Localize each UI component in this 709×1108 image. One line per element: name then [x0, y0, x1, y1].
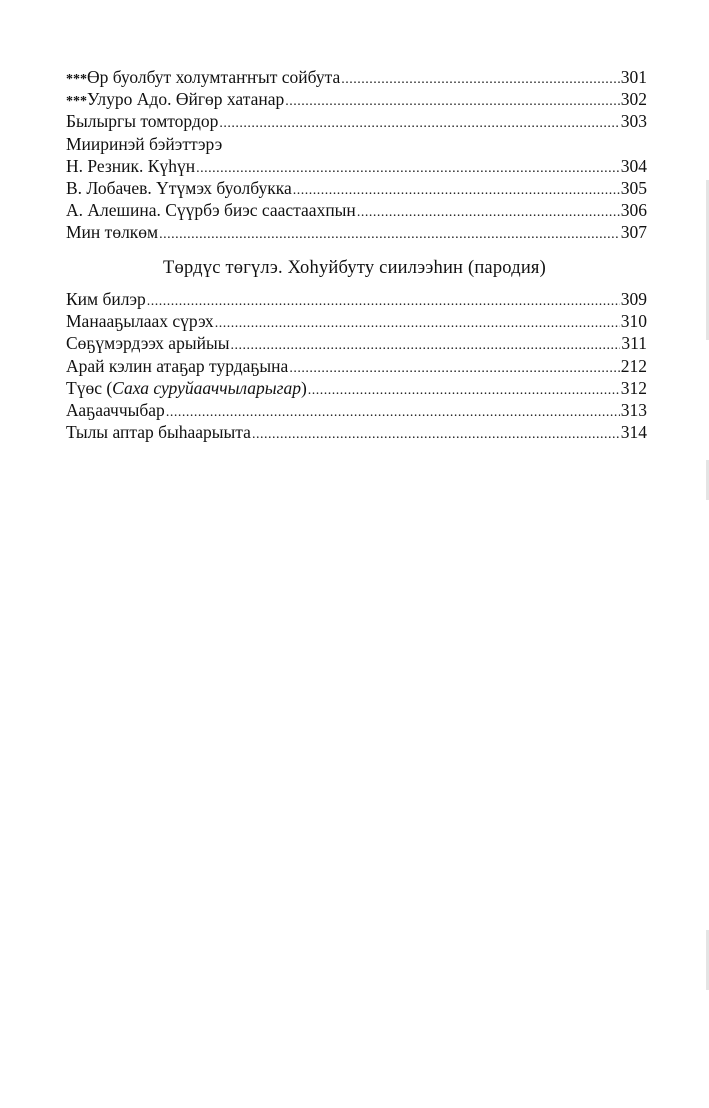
toc-entry[interactable]: [66, 377, 647, 399]
toc-entry-page: 312: [620, 377, 647, 398]
toc-entry[interactable]: [66, 355, 647, 377]
toc-leader-dots: [285, 91, 620, 113]
toc-entry-title: Манааҕылаах сүрэх: [66, 311, 214, 332]
toc-leader-dots: [341, 69, 620, 91]
toc-entry[interactable]: [66, 88, 647, 110]
toc-entry[interactable]: [66, 110, 647, 132]
toc-entry-page: 303: [620, 111, 647, 132]
toc-leader-dots: [357, 202, 620, 224]
toc-entry[interactable]: [66, 155, 647, 177]
toc-entry-title: Мин төлкөм: [66, 222, 159, 243]
toc-entry-title: Ким билэр: [66, 289, 146, 309]
toc-subheading: Мииринэй бэйэттэрэ: [66, 133, 223, 154]
toc-entry-page: 304: [620, 155, 647, 176]
toc-entry-title: Н. Резник. Күһүн: [66, 155, 196, 176]
toc-block-1: [66, 66, 647, 244]
toc-entry-page: 301: [620, 67, 647, 87]
toc-entry-title: А. Алешина. Сүүрбэ биэс саастаахпын: [66, 200, 356, 221]
toc-leader-dots: [215, 313, 620, 335]
toc-entry[interactable]: [66, 66, 647, 88]
toc-entry-page: 212: [620, 355, 647, 376]
toc-entry-page: 311: [621, 333, 647, 354]
toc-entry-title: Былыргы томтордор: [66, 111, 219, 132]
toc-entry-stars: ***: [66, 72, 87, 87]
toc-entry-page: 314: [620, 422, 647, 443]
toc-entry-title: Түөс (Саха суруйааччыларыгар): [66, 377, 307, 398]
toc-leader-dots: [230, 335, 620, 357]
toc-leader-dots: [147, 291, 620, 313]
toc-entry-title: Тылы аптар быһаарыыта: [66, 422, 251, 443]
toc-entry[interactable]: [66, 221, 647, 243]
toc-entry-page: 307: [620, 222, 647, 243]
toc-leader-dots: [308, 380, 620, 402]
toc-entry[interactable]: [66, 199, 647, 221]
toc-entry-page: 306: [620, 200, 647, 221]
toc-entry-page: 310: [620, 311, 647, 332]
toc-block-2: [66, 288, 647, 443]
toc-leader-dots: [219, 113, 619, 135]
toc-entry-page: 302: [620, 89, 647, 110]
section-title: Төрдүс төгүлэ. Хоһуйбуту сиилээһин (пародия): [163, 258, 546, 278]
toc-entry-title: ***Улуро Адо. Өйгөр хатанар: [66, 89, 285, 110]
toc-entry-italic-note: Саха суруйааччыларыгар: [112, 377, 301, 398]
toc-entry-page: 305: [620, 177, 647, 198]
toc-entry[interactable]: [66, 399, 647, 421]
toc-entry-title: Ааҕааччыбар: [66, 399, 165, 420]
toc-entry-title: ***Өр буолбут холумтаҥҥыт сойбута: [66, 67, 341, 87]
toc-entry-title: В. Лобачев. Үтүмэх буолбукка: [66, 177, 292, 198]
toc-leader-dots: [289, 358, 619, 380]
toc-entry[interactable]: [66, 332, 647, 354]
toc-entry-title: Сөҕүмэрдээх арыйыы: [66, 333, 230, 354]
toc-entry-title: Арай кэлин атаҕар турдаҕына: [66, 355, 289, 376]
toc-entry[interactable]: [66, 421, 647, 443]
toc-leader-dots: [159, 224, 620, 246]
toc-entry-stars: ***: [66, 94, 87, 110]
toc-entry[interactable]: [66, 310, 647, 332]
toc-entry-page: 313: [620, 399, 647, 420]
toc-entry[interactable]: [66, 288, 647, 310]
toc-entry[interactable]: [66, 177, 647, 199]
toc-entry-page: 309: [620, 289, 647, 309]
toc-leader-dots: [252, 424, 620, 446]
